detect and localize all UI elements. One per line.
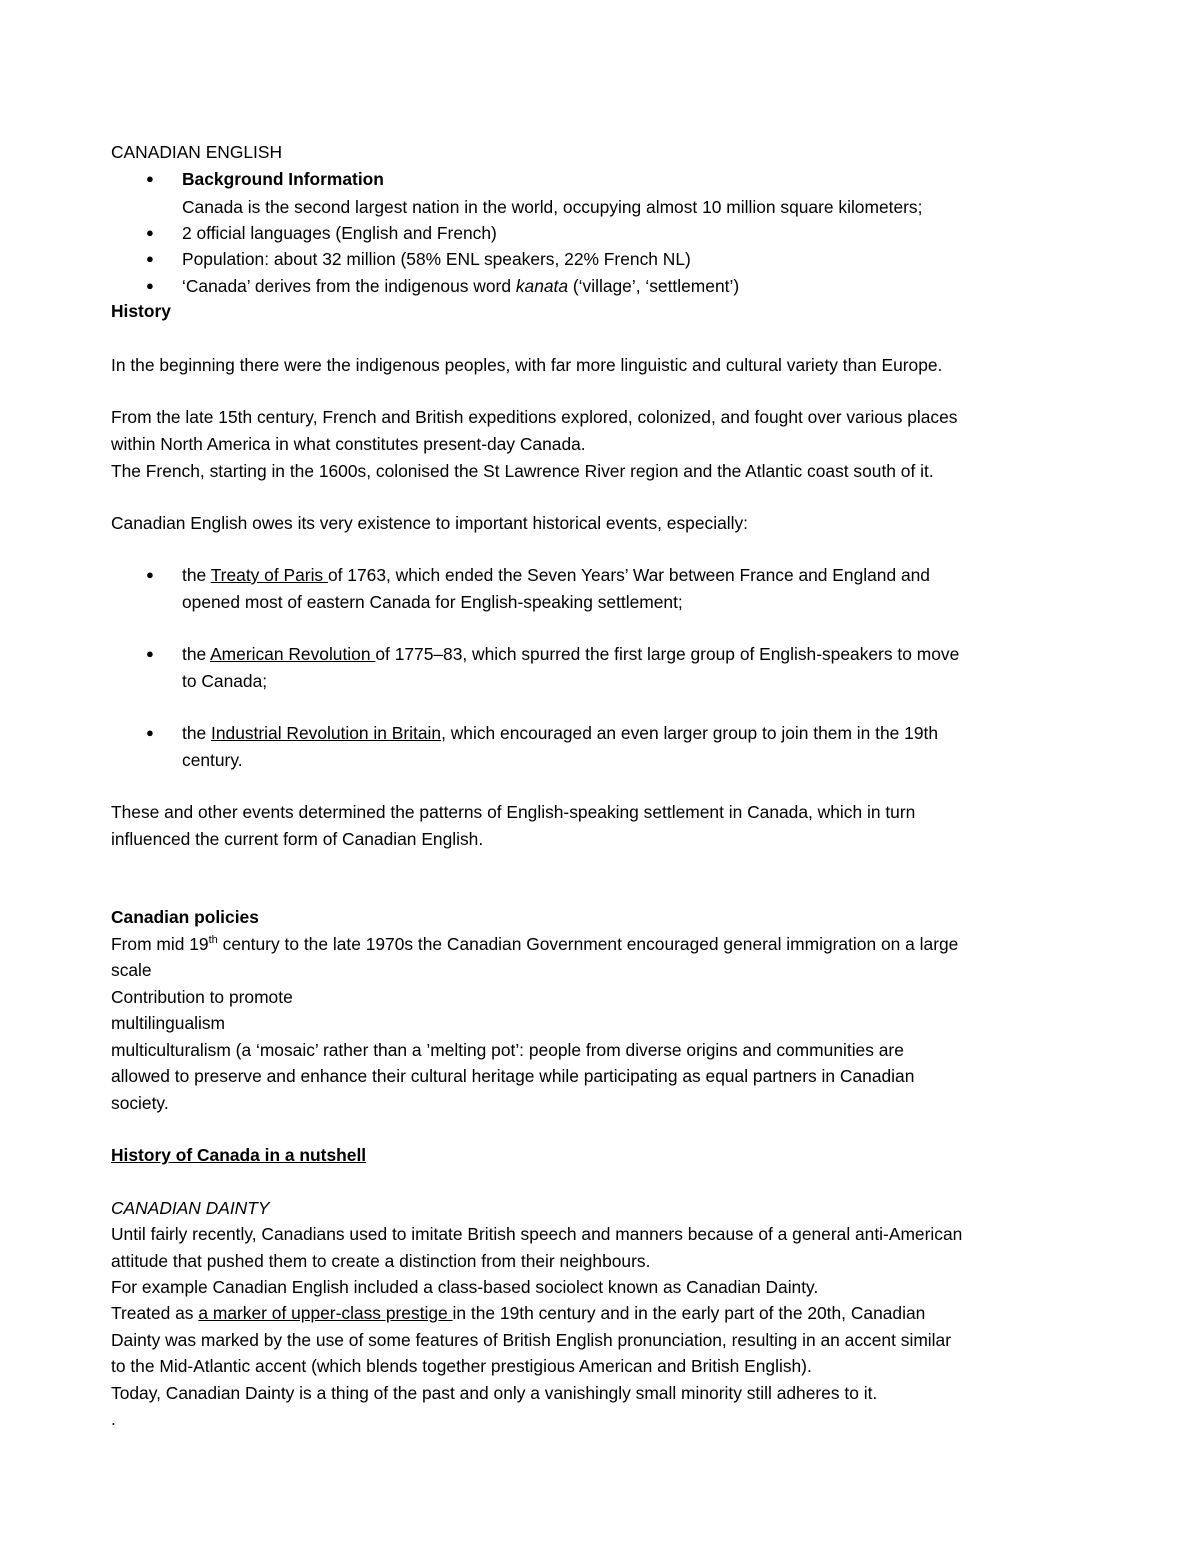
paragraph-line: From the late 15th century, French and British expeditions explored, colonized, and fought over various places xyxy=(111,407,958,427)
list-item-continuation: century. xyxy=(182,750,243,770)
section-heading-history: History xyxy=(111,301,171,321)
background-heading: Background Information xyxy=(182,169,384,189)
text: the xyxy=(182,565,211,585)
link[interactable]: a marker of upper-class prestige xyxy=(198,1303,453,1323)
link[interactable]: American Revolution xyxy=(210,644,376,664)
bullet-dot: ● xyxy=(146,171,154,186)
text: Treated as xyxy=(111,1303,199,1323)
paragraph: In the beginning there were the indigenous peoples, with far more linguistic and cultural variety than Europe. xyxy=(111,355,943,375)
list-item-continuation: opened most of eastern Canada for English-speaking settlement; xyxy=(182,592,683,612)
paragraph-line: These and other events determined the patterns of English-speaking settlement in Canada, which in turn xyxy=(111,802,916,822)
paragraph-line: allowed to preserve and enhance their cultural heritage while participating as equal partners in Canadian xyxy=(111,1066,915,1086)
paragraph-line: Contribution to promote xyxy=(111,987,293,1007)
paragraph-line: attitude that pushed them to create a distinction from their neighbours. xyxy=(111,1251,651,1271)
paragraph-line: within North America in what constitutes present-day Canada. xyxy=(111,434,586,454)
text: the xyxy=(182,644,211,664)
paragraph-line xyxy=(111,933,958,955)
bullet-dot: ● xyxy=(146,225,154,240)
list-item xyxy=(182,643,959,665)
paragraph: Canadian English owes its very existence to important historical events, especially: xyxy=(111,513,749,533)
paragraph-line: Dainty was marked by the use of some features of British English pronunciation, resulting in an accent similar xyxy=(111,1330,951,1350)
text: kanata xyxy=(515,276,569,296)
link[interactable]: Industrial Revolution in Britain xyxy=(211,723,442,743)
text: in the 19th century and in the early part of the 20th, Canadian xyxy=(452,1303,926,1323)
list-item xyxy=(182,275,739,297)
paragraph-line: Today, Canadian Dainty is a thing of the past and only a vanishingly small minority still adheres to it. xyxy=(111,1383,878,1403)
text: of 1763, which ended the Seven Years’ War between France and England and xyxy=(327,565,930,585)
superscript: th xyxy=(208,934,218,946)
bullet-dot: ● xyxy=(146,278,154,293)
text: (‘village’, ‘settlement’) xyxy=(568,276,740,296)
text: ‘Canada’ derives from the indigenous word xyxy=(182,276,516,296)
paragraph-line xyxy=(111,1302,925,1324)
bullet-dot: ● xyxy=(146,725,154,740)
paragraph-line: Until fairly recently, Canadians used to imitate British speech and manners because of a general anti-American xyxy=(111,1224,963,1244)
list-item xyxy=(182,564,930,586)
paragraph-line: to the Mid-Atlantic accent (which blends together prestigious American and British English). xyxy=(111,1356,812,1376)
paragraph-line: influenced the current form of Canadian English. xyxy=(111,829,484,849)
text: of 1775–83, which spurred the first large group of English-speakers to move xyxy=(375,644,960,664)
list-item: Population: about 32 million (58% ENL speakers, 22% French NL) xyxy=(182,249,691,269)
paragraph-line: scale xyxy=(111,960,152,980)
text: the xyxy=(182,723,212,743)
document-title: CANADIAN ENGLISH xyxy=(111,142,283,162)
text: , which encouraged an even larger group to join them in the 19th xyxy=(441,723,939,743)
trailing-dot: . xyxy=(111,1409,116,1429)
paragraph-line: multilingualism xyxy=(111,1013,226,1033)
text: century to the late 1970s the Canadian Government encouraged general immigration on a large xyxy=(217,934,959,954)
bullet-dot: ● xyxy=(146,646,154,661)
paragraph-line: For example Canadian English included a class-based sociolect known as Canadian Dainty. xyxy=(111,1277,819,1297)
section-heading-nutshell[interactable]: History of Canada in a nutshell xyxy=(111,1145,367,1165)
background-text: Canada is the second largest nation in the world, occupying almost 10 million square kilometers; xyxy=(182,197,923,217)
paragraph: The French, starting in the 1600s, colonised the St Lawrence River region and the Atlantic coast south of it. xyxy=(111,461,934,481)
paragraph-line: multiculturalism (a ‘mosaic’ rather than a ’melting pot’: people from diverse origins and communities are xyxy=(111,1040,904,1060)
list-item xyxy=(182,722,938,744)
text: From mid 19 xyxy=(111,934,209,954)
section-heading-dainty: CANADIAN DAINTY xyxy=(111,1198,270,1218)
bullet-dot: ● xyxy=(146,567,154,582)
bullet-dot: ● xyxy=(146,251,154,266)
list-item-continuation: to Canada; xyxy=(182,671,268,691)
paragraph-line: society. xyxy=(111,1093,169,1113)
link[interactable]: Treaty of Paris xyxy=(210,565,328,585)
list-item: 2 official languages (English and French) xyxy=(182,223,497,243)
section-heading-policies: Canadian policies xyxy=(111,907,259,927)
